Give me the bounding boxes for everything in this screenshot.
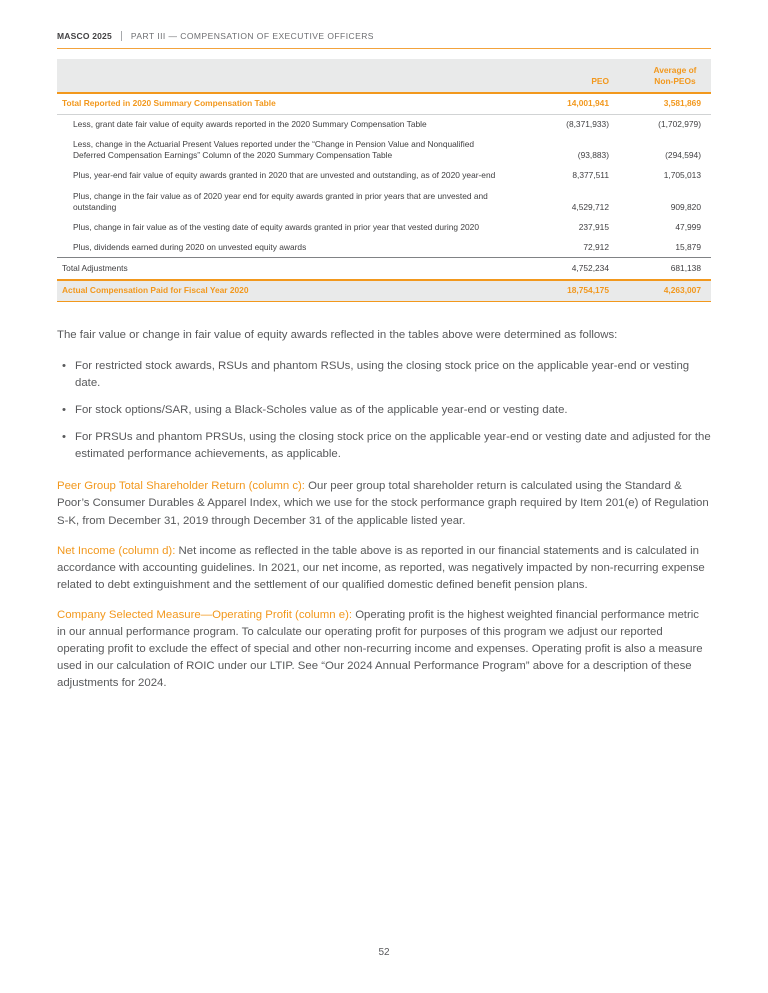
row-value-nonpeo: 15,879 xyxy=(675,241,701,252)
row-value-nonpeo: (1,702,979) xyxy=(658,119,701,130)
header-divider xyxy=(121,31,122,41)
table-row xyxy=(57,93,711,115)
row-label: Total Reported in 2020 Summary Compensation Table xyxy=(57,93,519,115)
page-header xyxy=(57,31,711,49)
table-header-nonpeo: Average of Non-PEOs xyxy=(619,59,711,93)
row-value-nonpeo: 909,820 xyxy=(670,201,701,212)
row-label: Plus, change in fair value as of the vesting date of equity awards granted in prior year that vested during 2020 xyxy=(73,221,479,232)
compensation-table xyxy=(57,59,711,302)
paragraph-text: Net income as reflected in the table above is as reported in our financial statements and is calculated in accordance with accounting guidelines. In 2021, our net income, as reported, was negatively impacted by non-recurring expense related to debt extinguishment and the settlement of our qualified domestic defined benefit pension plans. xyxy=(57,544,705,591)
page-number: 52 xyxy=(378,947,390,958)
body-intro: The fair value or change in fair value of equity awards reflected in the tables above were determined as follows: xyxy=(57,328,618,341)
row-value-nonpeo: 47,999 xyxy=(675,221,701,232)
paragraph-lead: Peer Group Total Shareholder Return (column c): xyxy=(57,480,305,493)
row-value-peo: (8,371,933) xyxy=(566,119,609,130)
table-row xyxy=(57,166,711,186)
table-row xyxy=(57,186,711,217)
row-label: Total Adjustments xyxy=(57,258,519,280)
bullet-icon: • xyxy=(62,359,66,372)
paragraph xyxy=(57,478,711,529)
row-value-peo: 72,912 xyxy=(583,241,609,252)
row-label: Plus, dividends earned during 2020 on unvested equity awards xyxy=(73,241,307,252)
list-item xyxy=(62,402,711,419)
row-label: Plus, year-end fair value of equity awards granted in 2020 that are unvested and outstanding, as of 2020 year-end xyxy=(73,170,496,181)
paragraph-text: Operating profit is the highest weighted financial performance metric in our annual performance program. To calculate our operating profit for purposes of this program we adjust our reported operating profit to exclude the effect of special and other non-recurring income and expenses. Operating profit is also a measure used in our calculation of ROIC under our LTIP. See “Our 2024 Annual Performance Program” above for a description of these adjustments for 2024. xyxy=(57,608,703,690)
row-label: Less, change in the Actuarial Present Values reported under the “Change in Pension Value and Nonqualified Deferred Compensation Earnings” Column of the 2020 Summary Compensation Table xyxy=(73,139,475,161)
row-value-peo: 237,915 xyxy=(578,221,609,232)
row-value-peo: 8,377,511 xyxy=(572,170,609,181)
row-label: Actual Compensation Paid for Fiscal Year 2020 xyxy=(57,280,519,302)
bullet-text: For stock options/SAR, using a Black-Scholes value as of the applicable year-end or vesting date. xyxy=(75,403,568,416)
row-value-nonpeo: (294,594) xyxy=(665,150,701,161)
row-label: Plus, change in the fair value as of 2020 year end for equity awards granted in prior years that are unvested and outstanding xyxy=(73,190,488,212)
section-title: PART III — COMPENSATION OF EXECUTIVE OFFICERS xyxy=(130,31,374,41)
row-value-nonpeo: 681,138 xyxy=(619,258,711,280)
row-value-peo: (93,883) xyxy=(577,150,609,161)
bullet-list xyxy=(62,358,711,464)
paragraph-lead: Net Income (column d): xyxy=(57,544,176,557)
bullet-text: For PRSUs and phantom PRSUs, using the closing stock price on the applicable year-end or vesting date and adjusted for the estimated performance achievements, as applicable. xyxy=(75,431,711,461)
row-value-nonpeo: 4,263,007 xyxy=(619,280,711,302)
list-item xyxy=(62,358,711,392)
row-value-nonpeo: 1,705,013 xyxy=(663,170,701,181)
list-item xyxy=(62,429,711,463)
table-row xyxy=(57,280,711,302)
body-text xyxy=(57,327,711,693)
table-row xyxy=(57,237,711,258)
brand-text: MASCO 2025 xyxy=(57,31,112,41)
table-header-row xyxy=(57,59,711,93)
table-header-empty xyxy=(57,59,519,93)
paragraph xyxy=(57,543,711,594)
row-value-peo: 14,001,941 xyxy=(519,93,619,115)
table-row xyxy=(57,135,711,166)
table-header-peo: PEO xyxy=(519,59,619,93)
paragraph xyxy=(57,607,711,693)
row-value-peo: 4,752,234 xyxy=(519,258,619,280)
table-row xyxy=(57,258,711,280)
row-value-nonpeo: 3,581,869 xyxy=(619,93,711,115)
row-label: Less, grant date fair value of equity awards reported in the 2020 Summary Compensation Table xyxy=(73,119,427,130)
table-row xyxy=(57,217,711,237)
bullet-icon: • xyxy=(62,431,66,444)
row-value-peo: 4,529,712 xyxy=(571,201,609,212)
bullet-icon: • xyxy=(62,403,66,416)
row-value-peo: 18,754,175 xyxy=(519,280,619,302)
table-row xyxy=(57,114,711,135)
bullet-text: For restricted stock awards, RSUs and phantom RSUs, using the closing stock price on the applicable year-end or vesting date. xyxy=(75,359,690,389)
paragraph-lead: Company Selected Measure—Operating Profit (column e): xyxy=(57,608,353,621)
paragraph-text: Our peer group total shareholder return is calculated using the Standard & Poor’s Consumer Durables & Apparel Index, which we use for the stock performance graph required by Item 201(e) of Regulation S-K, from December 31, 2019 through December 31 of the applicable listed year. xyxy=(57,480,709,527)
